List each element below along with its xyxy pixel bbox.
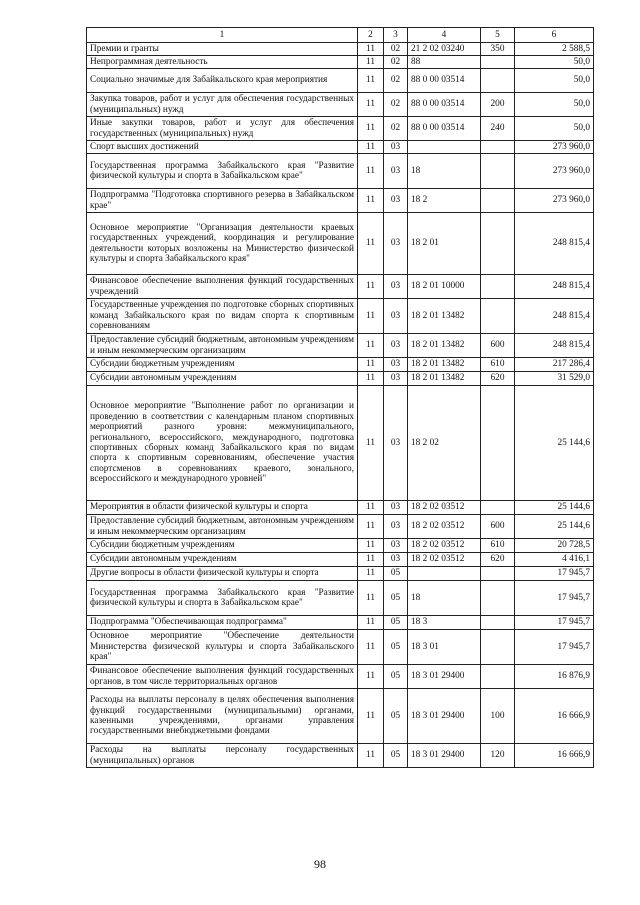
expense-type-cell: 100 bbox=[481, 689, 515, 744]
budget-table-body bbox=[87, 28, 594, 768]
amount-cell: 17 945,7 bbox=[515, 630, 594, 665]
subsection-code-cell: 05 bbox=[384, 665, 408, 689]
subsection-code-cell: 03 bbox=[384, 299, 408, 334]
amount-cell: 273 960,0 bbox=[515, 189, 594, 213]
table-row bbox=[87, 501, 594, 515]
amount-cell: 273 960,0 bbox=[515, 141, 594, 154]
target-article-cell: 18 3 01 29400 bbox=[408, 744, 481, 768]
amount-cell: 25 144,6 bbox=[515, 386, 594, 501]
table-row bbox=[87, 386, 594, 501]
header-cell: 2 bbox=[358, 28, 384, 43]
amount-cell: 2 588,5 bbox=[515, 43, 594, 56]
subsection-code-cell: 03 bbox=[384, 553, 408, 567]
item-name-cell: Предоставление субсидий бюджетным, автономным учреждениям и иным некоммерческим организациям bbox=[87, 515, 358, 539]
subsection-code-cell: 02 bbox=[384, 117, 408, 141]
expense-type-cell bbox=[481, 567, 515, 581]
expense-type-cell: 620 bbox=[481, 553, 515, 567]
table-row bbox=[87, 93, 594, 117]
expense-type-cell bbox=[481, 581, 515, 616]
expense-type-cell bbox=[481, 665, 515, 689]
amount-cell: 25 144,6 bbox=[515, 515, 594, 539]
item-name-cell: Субсидии автономным учреждениям bbox=[87, 553, 358, 567]
item-name-cell: Иные закупки товаров, работ и услуг для обеспечения государственных (муниципальных) нужд bbox=[87, 117, 358, 141]
amount-cell: 20 728,5 bbox=[515, 539, 594, 553]
subsection-code-cell: 03 bbox=[384, 372, 408, 386]
item-name-cell: Государственная программа Забайкальского края "Развитие физической культуры и спорта в Забайкальском крае" bbox=[87, 154, 358, 189]
section-code-cell: 11 bbox=[358, 665, 384, 689]
target-article-cell bbox=[408, 141, 481, 154]
section-code-cell: 11 bbox=[358, 154, 384, 189]
section-code-cell: 11 bbox=[358, 567, 384, 581]
section-code-cell: 11 bbox=[358, 275, 384, 299]
amount-cell: 17 945,7 bbox=[515, 567, 594, 581]
target-article-cell: 18 2 01 bbox=[408, 213, 481, 275]
item-name-cell: Основное мероприятие "Обеспечение деятельности Министерства физической культуры и спорта Забайкальского края" bbox=[87, 630, 358, 665]
target-article-cell: 18 2 02 03512 bbox=[408, 553, 481, 567]
expense-type-cell bbox=[481, 616, 515, 630]
amount-cell: 273 960,0 bbox=[515, 154, 594, 189]
target-article-cell: 88 bbox=[408, 56, 481, 69]
table-row bbox=[87, 56, 594, 69]
subsection-code-cell: 03 bbox=[384, 501, 408, 515]
table-row bbox=[87, 567, 594, 581]
section-code-cell: 11 bbox=[358, 141, 384, 154]
subsection-code-cell: 03 bbox=[384, 386, 408, 501]
amount-cell: 217 286,4 bbox=[515, 358, 594, 372]
amount-cell: 16 666,9 bbox=[515, 689, 594, 744]
budget-table bbox=[86, 27, 594, 768]
item-name-cell: Субсидии автономным учреждениям bbox=[87, 372, 358, 386]
section-code-cell: 11 bbox=[358, 334, 384, 358]
amount-cell: 50,0 bbox=[515, 69, 594, 93]
table-row bbox=[87, 358, 594, 372]
subsection-code-cell: 05 bbox=[384, 689, 408, 744]
item-name-cell: Непрограммная деятельность bbox=[87, 56, 358, 69]
item-name-cell: Основное мероприятие "Выполнение работ по организации и проведению в соответствии с календарным планом спортивных мероприятий разного уровня: межмуниципального, регионального, всероссийского, международного, подготовка спортивных сборных команд Забайкальского края по видам спорта к спортивным соревнованиям, обеспечение участия спортсменов в соревнованиях краевого, зонального, всероссийского и международного уровней" bbox=[87, 386, 358, 501]
item-name-cell: Субсидии бюджетным учреждениям bbox=[87, 358, 358, 372]
section-code-cell: 11 bbox=[358, 69, 384, 93]
table-row bbox=[87, 299, 594, 334]
expense-type-cell bbox=[481, 56, 515, 69]
amount-cell: 4 416,1 bbox=[515, 553, 594, 567]
target-article-cell: 18 2 01 13482 bbox=[408, 372, 481, 386]
target-article-cell: 18 2 02 bbox=[408, 386, 481, 501]
target-article-cell bbox=[408, 567, 481, 581]
section-code-cell: 11 bbox=[358, 358, 384, 372]
target-article-cell: 88 0 00 03514 bbox=[408, 93, 481, 117]
section-code-cell: 11 bbox=[358, 581, 384, 616]
table-header-row bbox=[87, 28, 594, 43]
amount-cell: 248 815,4 bbox=[515, 334, 594, 358]
amount-cell: 50,0 bbox=[515, 93, 594, 117]
item-name-cell: Социально значимые для Забайкальского края мероприятия bbox=[87, 69, 358, 93]
expense-type-cell: 600 bbox=[481, 334, 515, 358]
target-article-cell: 18 3 01 bbox=[408, 630, 481, 665]
page-number: 98 bbox=[314, 857, 326, 871]
item-name-cell: Основное мероприятие "Организация деятельности краевых государственных учреждений, координация и регулирование деятельности которых возложены на Министерство физической культуры и спорта Забайкальского края" bbox=[87, 213, 358, 275]
target-article-cell: 18 2 02 03512 bbox=[408, 501, 481, 515]
expense-type-cell bbox=[481, 386, 515, 501]
target-article-cell: 88 0 00 03514 bbox=[408, 117, 481, 141]
amount-cell: 248 815,4 bbox=[515, 275, 594, 299]
expense-type-cell bbox=[481, 154, 515, 189]
section-code-cell: 11 bbox=[358, 299, 384, 334]
section-code-cell: 11 bbox=[358, 515, 384, 539]
header-cell: 6 bbox=[515, 28, 594, 43]
section-code-cell: 11 bbox=[358, 56, 384, 69]
header-cell: 5 bbox=[481, 28, 515, 43]
subsection-code-cell: 03 bbox=[384, 189, 408, 213]
target-article-cell: 18 2 02 03512 bbox=[408, 515, 481, 539]
table-row bbox=[87, 213, 594, 275]
item-name-cell: Предоставление субсидий бюджетным, автономным учреждениям и иным некоммерческим организациям bbox=[87, 334, 358, 358]
target-article-cell: 18 2 01 13482 bbox=[408, 299, 481, 334]
item-name-cell: Премии и гранты bbox=[87, 43, 358, 56]
table-row bbox=[87, 515, 594, 539]
expense-type-cell: 120 bbox=[481, 744, 515, 768]
expense-type-cell: 610 bbox=[481, 539, 515, 553]
item-name-cell: Мероприятия в области физической культуры и спорта bbox=[87, 501, 358, 515]
expense-type-cell: 200 bbox=[481, 93, 515, 117]
expense-type-cell: 600 bbox=[481, 515, 515, 539]
table-row bbox=[87, 275, 594, 299]
expense-type-cell bbox=[481, 501, 515, 515]
subsection-code-cell: 05 bbox=[384, 630, 408, 665]
subsection-code-cell: 02 bbox=[384, 43, 408, 56]
amount-cell: 50,0 bbox=[515, 117, 594, 141]
item-name-cell: Другие вопросы в области физической культуры и спорта bbox=[87, 567, 358, 581]
section-code-cell: 11 bbox=[358, 372, 384, 386]
subsection-code-cell: 05 bbox=[384, 567, 408, 581]
target-article-cell: 18 2 02 03512 bbox=[408, 539, 481, 553]
header-cell: 4 bbox=[408, 28, 481, 43]
item-name-cell: Расходы на выплаты персоналу в целях обеспечения выполнения функций государственными (муниципальными) органами, казенными учреждениями, органами управления государственными внебюджетными фондами bbox=[87, 689, 358, 744]
expense-type-cell bbox=[481, 275, 515, 299]
section-code-cell: 11 bbox=[358, 501, 384, 515]
table-row bbox=[87, 141, 594, 154]
item-name-cell: Закупка товаров, работ и услуг для обеспечения государственных (муниципальных) нужд bbox=[87, 93, 358, 117]
item-name-cell: Подпрограмма "Обеспечивающая подпрограмма" bbox=[87, 616, 358, 630]
expense-type-cell bbox=[481, 189, 515, 213]
table-row bbox=[87, 189, 594, 213]
target-article-cell: 18 3 01 29400 bbox=[408, 665, 481, 689]
section-code-cell: 11 bbox=[358, 744, 384, 768]
section-code-cell: 11 bbox=[358, 386, 384, 501]
amount-cell: 31 529,0 bbox=[515, 372, 594, 386]
item-name-cell: Финансовое обеспечение выполнения функций государственных учреждений bbox=[87, 275, 358, 299]
item-name-cell: Расходы на выплаты персоналу государственных (муниципальных) органов bbox=[87, 744, 358, 768]
table-row bbox=[87, 372, 594, 386]
section-code-cell: 11 bbox=[358, 630, 384, 665]
subsection-code-cell: 05 bbox=[384, 581, 408, 616]
item-name-cell: Государственная программа Забайкальского края "Развитие физической культуры и спорта в Забайкальском крае" bbox=[87, 581, 358, 616]
amount-cell: 16 876,9 bbox=[515, 665, 594, 689]
expense-type-cell: 350 bbox=[481, 43, 515, 56]
subsection-code-cell: 02 bbox=[384, 69, 408, 93]
expense-type-cell: 620 bbox=[481, 372, 515, 386]
table-row bbox=[87, 689, 594, 744]
section-code-cell: 11 bbox=[358, 93, 384, 117]
section-code-cell: 11 bbox=[358, 189, 384, 213]
item-name-cell: Спорт высших достижений bbox=[87, 141, 358, 154]
expense-type-cell bbox=[481, 213, 515, 275]
header-cell: 3 bbox=[384, 28, 408, 43]
target-article-cell: 18 3 bbox=[408, 616, 481, 630]
table-row bbox=[87, 117, 594, 141]
section-code-cell: 11 bbox=[358, 689, 384, 744]
target-article-cell: 18 2 01 10000 bbox=[408, 275, 481, 299]
item-name-cell: Субсидии бюджетным учреждениям bbox=[87, 539, 358, 553]
table-row bbox=[87, 581, 594, 616]
subsection-code-cell: 03 bbox=[384, 515, 408, 539]
subsection-code-cell: 03 bbox=[384, 154, 408, 189]
section-code-cell: 11 bbox=[358, 117, 384, 141]
subsection-code-cell: 03 bbox=[384, 539, 408, 553]
amount-cell: 50,0 bbox=[515, 56, 594, 69]
table-row bbox=[87, 334, 594, 358]
item-name-cell: Государственные учреждения по подготовке сборных спортивных команд Забайкальского края по видам спорта к спортивным соревнованиям bbox=[87, 299, 358, 334]
expense-type-cell: 240 bbox=[481, 117, 515, 141]
expense-type-cell bbox=[481, 299, 515, 334]
section-code-cell: 11 bbox=[358, 616, 384, 630]
amount-cell: 248 815,4 bbox=[515, 213, 594, 275]
item-name-cell: Подпрограмма "Подготовка спортивного резерва в Забайкальском крае" bbox=[87, 189, 358, 213]
table-row bbox=[87, 43, 594, 56]
target-article-cell: 18 2 01 13482 bbox=[408, 358, 481, 372]
subsection-code-cell: 05 bbox=[384, 744, 408, 768]
header-cell: 1 bbox=[87, 28, 358, 43]
subsection-code-cell: 03 bbox=[384, 275, 408, 299]
expense-type-cell bbox=[481, 141, 515, 154]
subsection-code-cell: 03 bbox=[384, 213, 408, 275]
expense-type-cell bbox=[481, 69, 515, 93]
section-code-cell: 11 bbox=[358, 43, 384, 56]
section-code-cell: 11 bbox=[358, 213, 384, 275]
section-code-cell: 11 bbox=[358, 553, 384, 567]
table-row bbox=[87, 616, 594, 630]
table-row bbox=[87, 539, 594, 553]
target-article-cell: 18 bbox=[408, 581, 481, 616]
subsection-code-cell: 05 bbox=[384, 616, 408, 630]
item-name-cell: Финансовое обеспечение выполнения функций государственных органов, в том числе территориальных органов bbox=[87, 665, 358, 689]
table-row bbox=[87, 665, 594, 689]
table-row bbox=[87, 69, 594, 93]
target-article-cell: 18 3 01 29400 bbox=[408, 689, 481, 744]
amount-cell: 248 815,4 bbox=[515, 299, 594, 334]
subsection-code-cell: 02 bbox=[384, 56, 408, 69]
target-article-cell: 88 0 00 03514 bbox=[408, 69, 481, 93]
subsection-code-cell: 03 bbox=[384, 358, 408, 372]
expense-type-cell bbox=[481, 630, 515, 665]
table-row bbox=[87, 553, 594, 567]
subsection-code-cell: 02 bbox=[384, 93, 408, 117]
section-code-cell: 11 bbox=[358, 539, 384, 553]
amount-cell: 16 666,9 bbox=[515, 744, 594, 768]
table-row bbox=[87, 154, 594, 189]
target-article-cell: 18 2 bbox=[408, 189, 481, 213]
subsection-code-cell: 03 bbox=[384, 334, 408, 358]
table-row bbox=[87, 630, 594, 665]
table-row bbox=[87, 744, 594, 768]
amount-cell: 17 945,7 bbox=[515, 616, 594, 630]
target-article-cell: 18 2 01 13482 bbox=[408, 334, 481, 358]
amount-cell: 17 945,7 bbox=[515, 581, 594, 616]
target-article-cell: 21 2 02 03240 bbox=[408, 43, 481, 56]
subsection-code-cell: 03 bbox=[384, 141, 408, 154]
expense-type-cell: 610 bbox=[481, 358, 515, 372]
amount-cell: 25 144,6 bbox=[515, 501, 594, 515]
target-article-cell: 18 bbox=[408, 154, 481, 189]
